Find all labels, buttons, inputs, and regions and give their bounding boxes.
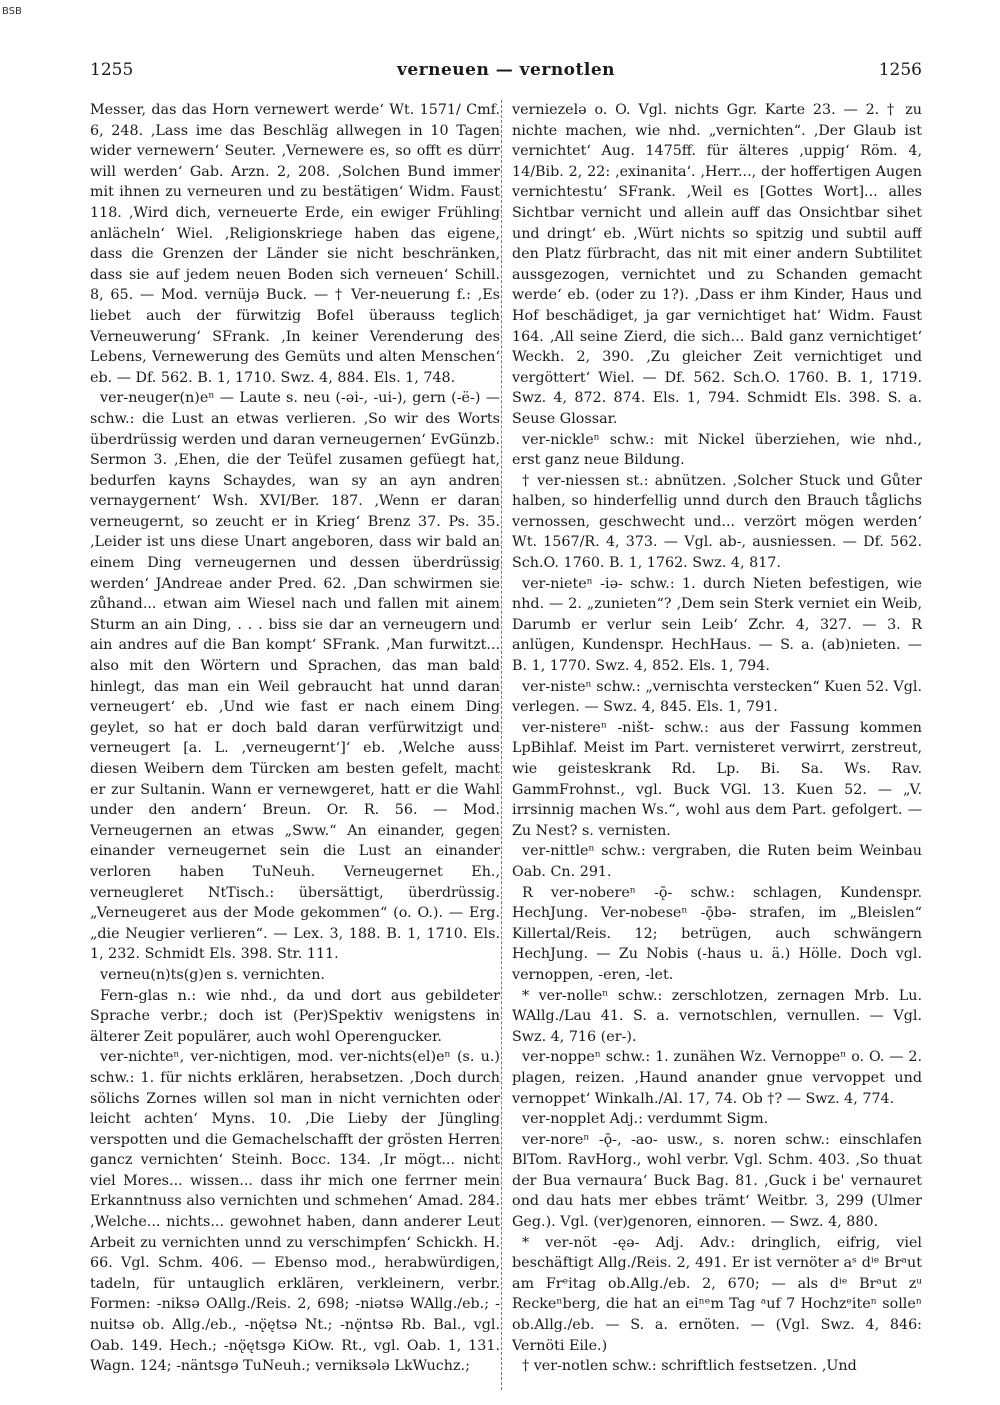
entry-paragraph: † ver-niessen st.: abnützen. ‚Solcher Stuck und Gůter halben, so hinderfellig unnd durch den Brauch tåglichs vernossen, geschwecht und... verzört mögen werden‘ Wt. 1567/R. 4, 373. — Vgl. ab-, ausniessen. — Df. 562. Sch.O. 1760. B. 1, 1762. Swz. 4, 817. xyxy=(512,472,922,572)
column-divider xyxy=(501,100,502,1390)
entry-paragraph: R ver-nobereⁿ -ǭ- schw.: schlagen, Kundenspr. HechJung. Ver-nobeseⁿ -ǭbə- strafen, im „Bleislen“ Killertal/Reis. 12; betrügen, auch schwängern HechJung. — Zu Nobis (-haus u. ä.) Hölle. Doch vgl. vernoppen, -eren, -let. xyxy=(512,884,922,983)
page-header xyxy=(90,60,922,84)
entry-paragraph: verniezelə o. O. Vgl. nichts Ggr. Karte 23. — 2. † zu nichte machen, wie nhd. „vernichten“. ‚Der Glaub ist vernichtet‘ Aug. 1475ff. für älteres ‚uppig‘ Röm. 4, 14/Bib. 2, 22: ‚exinanita‘. ‚Herr..., der hoffertigen Augen vernichtestu‘ SFrank. ‚Weil es [Gottes Wort]... alles Sichtbar vernicht und allein auff das Onsichtbar sihet und dringt‘ eb. ‚Würt nichts so spitzig und subtil auff den Platz fürbracht, das nit mit einer andern Subtilitet aussgezogen, vernichtet und zu Schanden gemacht werde‘ eb. (oder zu 1?). ‚Dass er ihm Kinder, Haus und Hof beschädiget, ja gar vernichtiget hat‘ Widm. Faust 164. ‚All seine Zierd, die sich... Bald ganz vernichtiget‘ Weckh. 2, 390. ‚Zu gleicher Zeit vernichtiget und vergöttert‘ Wiel. — Df. 562. Sch.O. 1760. B. 1, 1719. Swz. 4, 872. 874. Els. 1, 794. Schmidt Els. 398. S. a. Seuse Glossar. xyxy=(512,102,922,427)
entry-paragraph: † ver-notlen schw.: schriftlich festsetzen. ‚Und xyxy=(522,1358,857,1375)
entry-paragraph: * ver-nolleⁿ schw.: zerschlotzen, zernagen Mrb. Lu. WAllg./Lau 41. S. a. vernotschlen, vernullen. — Vgl. Swz. 4, 716 (er-). xyxy=(512,987,922,1045)
entry-paragraph: ver-nopplet Adj.: verdummt Sigm. xyxy=(522,1111,769,1128)
entry-paragraph: ver-nieteⁿ -iə- schw.: 1. durch Nieten befestigen, wie nhd. — 2. „zunieten“? ‚Dem sein Sterk verniet ein Weib, Darumb er verlur sein Leib‘ Zchr. 4, 327. — 3. R anlügen, Kundenspr. HechHaus. — S. a. (ab)nieten. — B. 1, 1770. Swz. 4, 852. Els. 1, 794. xyxy=(512,575,922,675)
page-number-right: 1256 xyxy=(878,60,922,80)
entry-paragraph: Fern-glas n.: wie nhd., da und dort aus gebildeter Sprache verbr.; doch ist (Per)Spektiv wenigstens in älterer Zeit populärer, auch wohl Operengucker. xyxy=(90,987,500,1045)
running-title: verneuen — vernotlen xyxy=(396,60,616,80)
entry-paragraph: ver-noreⁿ -ǭ-, -ao- usw., s. noren schw.: einschlafen BlTom. RavHorg., wohl verbr. Vgl. Schm. 403. ‚So thuat der Bua vernaura‘ Buck Bag. 81. ‚Guck i be' vernauret ond dau hats mer ebbes trämt‘ Weitbr. 3, 299 (Ulmer Geg.). Vgl. (ver)genoren, einnoren. — Swz. 4, 880. xyxy=(512,1131,922,1231)
left-column xyxy=(90,100,500,1390)
right-column xyxy=(512,100,922,1390)
entry-paragraph: ver-nisteⁿ schw.: „vernischta verstecken“ Kuen 52. Vgl. verlegen. — Swz. 4, 845. Els. 1, 791. xyxy=(512,678,922,716)
page-number-left: 1255 xyxy=(90,60,134,80)
entry-paragraph: verneu(n)ts(g)en s. vernichten. xyxy=(100,966,325,983)
entry-paragraph: ver-nickleⁿ schw.: mit Nickel überziehen, wie nhd., erst ganz neue Bildung. xyxy=(512,431,922,469)
library-stamp: BSB xyxy=(2,6,22,17)
entry-paragraph: * ver-nöt -ęə- Adj. Adv.: dringlich, eifrig, viel beschäftigt Allg./Reis. 2, 491. Er ist vernöter aˢ dⁱᵉ Brᵃut am Frᵉitag ob.Allg./eb. 2, 670; — als dⁱᵉ Brᵃut zᵘ Reckeⁿberg, die hat an eiⁿᵉm Tag ᵃuf 7 Hochzᵉiteⁿ solleⁿ ob.Allg./eb. — S. a. ernöten. — (Vgl. Swz. 4, 846: Vernöti Eile.) xyxy=(512,1234,922,1354)
entry-paragraph: ver-nistereⁿ -ništ- schw.: aus der Fassung kommen LpBihlaf. Meist im Part. vernisteret verwirrt, zerstreut, wie geisteskrank Rd. Lp. Bi. Sa. Ws. Rav. GammFrohnst., vgl. Buck VGl. 13. Kuen 52. — „V. irrsinnig machen Ws.“, wohl aus dem Part. gefolgert. — Zu Nest? s. vernisten. xyxy=(512,719,922,839)
entry-paragraph: ver-noppeⁿ schw.: 1. zunähen Wz. Vernoppeⁿ o. O. — 2. plagen, reizen. ‚Haund anander gnue vervoppet und vernoppet‘ Winkalh./Al. 17, 74. Ob †? — Swz. 4, 774. xyxy=(512,1049,922,1107)
entry-paragraph: ver-nittleⁿ schw.: vergraben, die Ruten beim Weinbau Oab. Cn. 291. xyxy=(512,843,922,880)
entry-paragraph: ver-neuger(n)eⁿ — Laute s. neu (-əi-, -ui-), gern (-ë-) — schw.: die Lust an etwas verlieren. ‚So wir des Worts überdrüssig werden und daran verneugernen‘ EvGünzb. Sermon 3. ‚Ehen, die der Teüfel zusamen gefüegt hat, bedurfen kayns Schaydes, wan sy an ayn andren vernaygernent‘ Wsh. XVI/Ber. 187. ‚Wenn er daran verneugernt, so zeucht er in Krieg‘ Brenz 37. Ps. 35. ‚Leider ist uns diese Unart angeboren, dass wir bald an einem Ding verneugernen und dessen überdrüssig werden‘ JAndreae ander Pred. 62. ‚Dan schwirmen sie zůhand... etwan aim Wiesel nach und fallen mit ainem Sturm an ain Ding, . . . biss sie dar an verneugern und ain andres auf die Ban kompt‘ SFrank. ‚Man furwitzt... also mit den Wörtern und Sprachen, das man bald hinlegt, das man ein Weil gebraucht hat unnd daran verneugert‘ eb. ‚Und wie fast er nach einem Ding geylet, so hat er doch bald daran verfürwitzigt und verneugert [a. L. ‚verneugernt‘]‘ eb. ‚Welche auss diesen Weibern dem Türcken am besten gefelt, macht er zur Sultanin. Wann er vernewgeret, hatt er die Wahl under den andern‘ Breun. Or. R. 56. — Mod. Verneugernen an etwas „Sww.“ An einander, gegen einander verneugernet sein die Lust an einander verloren haben TuNeuh. Verneugernet Eh., verneugleret NtTisch.: übersättigt, überdrüssig. „Verneugeret aus der Mode gekommen“ (o. O.). — Erg. „die Neugier verlieren“. — Lex. 3, 188. B. 1, 1710. Els. 1, 232. Schmidt Els. 398. Str. 111. xyxy=(90,390,500,963)
entry-paragraph: Messer, das das Horn vernewert werde‘ Wt. 1571/ Cmf. 6, 248. ‚Lass ime das Beschläg allwegen in 10 Tagen wider vernewern‘ Seuter. ‚Vernewere es, so offt es dürr will werden‘ Gab. Arzn. 2, 208. ‚Solchen Bund immer mit ihnen zu verneuren und zu bestätigen‘ Widm. Faust 118. ‚Wird dich, verneuerte Erde, ein ewiger Frühling anlächeln‘ Wiel. ‚Religionskriege haben das eigene, dass die Grenzen der Länder sie nicht beschränken, dass sie auf jedem neuen Boden sich verneuen‘ Schill. 8, 65. — Mod. vernüjə Buck. — † Ver-neuerung f.: ‚Es liebet auch der fürwitzig Bofel überauss teglich Verneuwerung‘ SFrank. ‚In keiner Verenderung des Lebens, Vernewerung des Gemüts und alten Menschen‘ eb. — Df. 562. B. 1, 1710. Swz. 4, 884. Els. 1, 748. xyxy=(90,102,500,386)
entry-paragraph: ver-nichteⁿ, ver-nichtigen, mod. ver-nichts(el)eⁿ (s. u.) schw.: 1. für nichts erklären, herabsetzen. ‚Doch durch sölichs Zornes willen sol man in nicht vernichten oder leicht achten‘ Myns. 10. ‚Die Lieby der Jüngling verspotten und die Gemachelschafft der grösten Herren gancz vernichten‘ Steinh. Bocc. 134. ‚Ir mögt... nicht viel Mores... wissen... dass ihr mich one ferrner mein Erkanntnuss also vernichten und schmehen‘ Amad. 284. ‚Welche... nichts... gewohnet haben, dann anderer Leut Arbeit zu vernichten unnd zu verschimpfen‘ Schickh. H. 66. Vgl. Schm. 406. — Ebenso mod., herabwürdigen, tadeln, für untauglich erklären, verkleinern, verbr. Formen: -niksə OAllg./Reis. 2, 698; -niətsə WAllg./eb.; -nuitsə ob. Allg./eb., -nǫ̈ętsə Nt.; -nǫ̈ntsə Rb. Bal., vgl. Oab. 149. Hech.; -nǫ̈ętsgə KiOw. Rt., vgl. Oab. 1, 131. Wagn. 124; -näntsgə TuNeuh.; verniksələ LkWuchz.; xyxy=(90,1049,500,1375)
